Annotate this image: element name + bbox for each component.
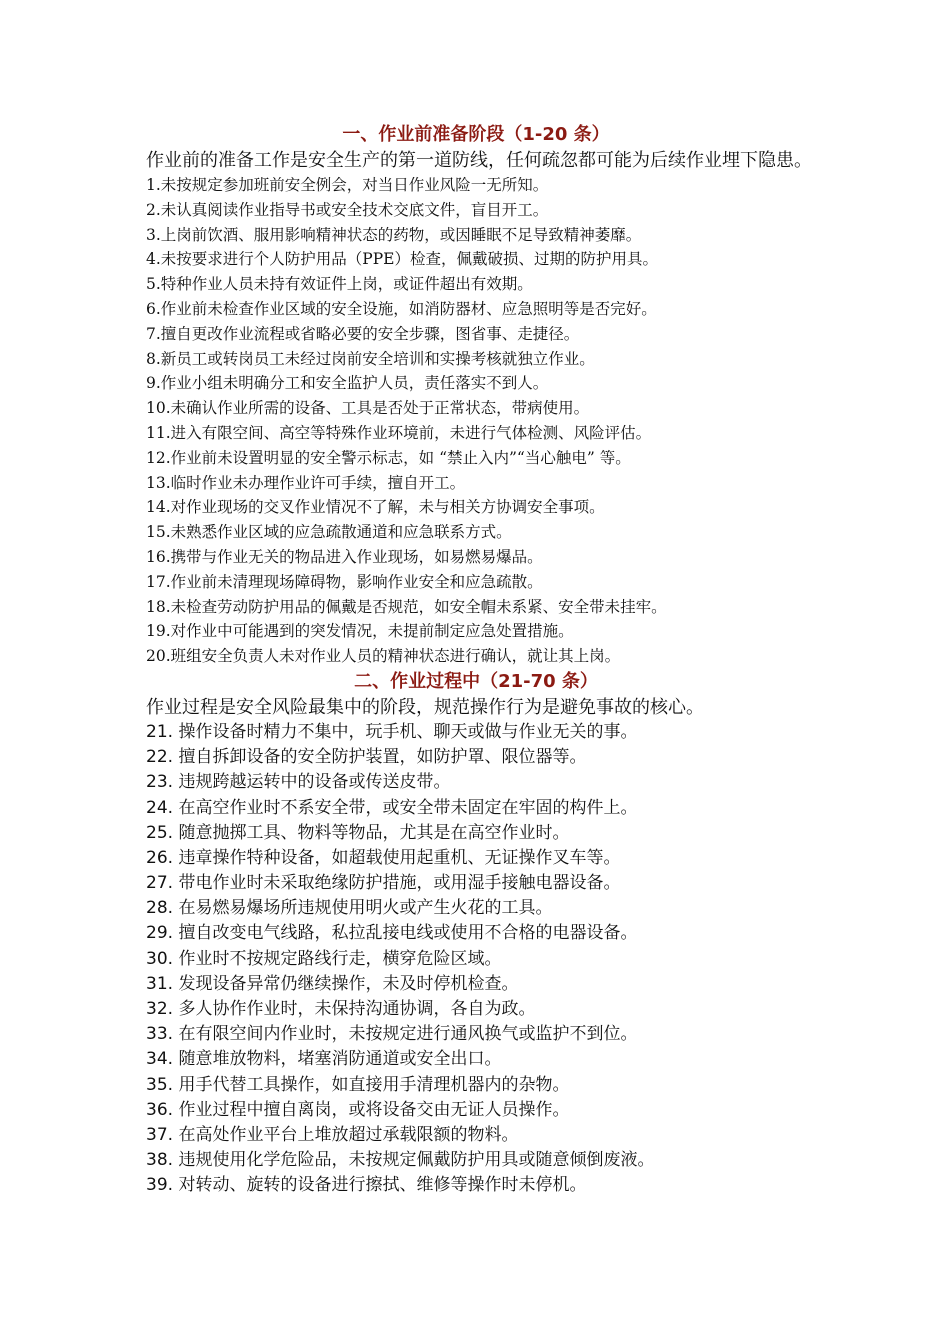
list-item: 8.新员工或转岗员工未经过岗前安全培训和实操考核就独立作业。 xyxy=(146,349,595,368)
list-item: 31. 发现设备异常仍继续操作，未及时停机检查。 xyxy=(146,973,519,994)
list-item: 13.临时作业未办理作业许可手续，擅自开工。 xyxy=(146,473,466,492)
list-item: 38. 违规使用化学危险品，未按规定佩戴防护用具或随意倾倒废液。 xyxy=(146,1150,655,1171)
section-1-heading: 一、作业前准备阶段（1-20 条） xyxy=(342,124,610,145)
list-item: 6.作业前未检查作业区域的安全设施，如消防器材、应急照明等是否完好。 xyxy=(146,299,657,318)
list-item: 10.未确认作业所需的设备、工具是否处于正常状态，带病使用。 xyxy=(146,399,590,418)
list-item: 27. 带电作业时未采取绝缘防护措施，或用湿手接触电器设备。 xyxy=(146,873,621,894)
list-item: 17.作业前未清理现场障碍物，影响作业安全和应急疏散。 xyxy=(146,572,543,591)
list-item: 12.作业前未设置明显的安全警示标志，如 “禁止入内”“当心触电” 等。 xyxy=(146,448,631,467)
list-item: 11.进入有限空间、高空等特殊作业环境前，未进行气体检测、风险评估。 xyxy=(146,423,652,442)
list-item: 26. 违章操作特种设备，如超载使用起重机、无证操作叉车等。 xyxy=(146,847,621,868)
section-1-intro: 作业前的准备工作是安全生产的第一道防线，任何疏忽都可能为后续作业埋下隐患。 xyxy=(146,150,812,171)
list-item: 9.作业小组未明确分工和安全监护人员，责任落实不到人。 xyxy=(146,374,549,393)
list-item: 15.未熟悉作业区域的应急疏散通道和应急联系方式。 xyxy=(146,523,512,542)
list-item: 3.上岗前饮酒、服用影响精神状态的药物，或因睡眠不足导致精神萎靡。 xyxy=(146,225,642,244)
list-item: 23. 违规跨越运转中的设备或传送皮带。 xyxy=(146,772,451,793)
list-item: 37. 在高处作业平台上堆放超过承载限额的物料。 xyxy=(146,1124,519,1145)
list-item: 22. 擅自拆卸设备的安全防护装置，如防护罩、限位器等。 xyxy=(146,747,587,768)
list-item: 14.对作业现场的交叉作业情况不了解，未与相关方协调安全事项。 xyxy=(146,498,605,517)
list-item: 1.未按规定参加班前安全例会，对当日作业风险一无所知。 xyxy=(146,176,549,194)
section-1-list xyxy=(146,173,950,669)
list-item: 29. 擅自改变电气线路，私拉乱接电线或使用不合格的电器设备。 xyxy=(146,923,638,944)
list-item: 2.未认真阅读作业指导书或安全技术交底文件，盲目开工。 xyxy=(146,200,549,219)
list-item: 30. 作业时不按规定路线行走，横穿危险区域。 xyxy=(146,948,502,969)
list-item: 32. 多人协作作业时，未保持沟通协调，各自为政。 xyxy=(146,999,536,1019)
list-item: 18.未检查劳动防护用品的佩戴是否规范，如安全帽未系紧、安全带未挂牢。 xyxy=(146,597,667,616)
list-item: 34. 随意堆放物料，堵塞消防通道或安全出口。 xyxy=(146,1049,502,1070)
list-item: 21. 操作设备时精力不集中，玩手机、聊天或做与作业无关的事。 xyxy=(146,721,638,742)
list-item: 20.班组安全负责人未对作业人员的精神状态进行确认，就让其上岗。 xyxy=(146,647,621,666)
list-item: 33. 在有限空间内作业时，未按规定进行通风换气或监护不到位。 xyxy=(146,1024,638,1045)
list-item: 25. 随意抛掷工具、物料等物品，尤其是在高空作业时。 xyxy=(146,822,570,843)
section-2-intro: 作业过程是安全风险最集中的阶段，规范操作行为是避免事故的核心。 xyxy=(146,696,704,718)
list-item: 39. 对转动、旋转的设备进行擦拭、维修等操作时未停机。 xyxy=(146,1175,587,1196)
list-item: 35. 用手代替工具操作，如直接用手清理机器内的杂物。 xyxy=(146,1074,570,1095)
section-2-heading: 二、作业过程中（21-70 条） xyxy=(354,670,598,692)
list-item: 5.特种作业人员未持有效证件上岗，或证件超出有效期。 xyxy=(146,275,533,294)
list-item: 7.擅自更改作业流程或省略必要的安全步骤，图省事、走捷径。 xyxy=(146,324,580,343)
list-item: 19.对作业中可能遇到的突发情况，未提前制定应急处置措施。 xyxy=(146,622,574,641)
list-item: 4.未按要求进行个人防护用品（PPE）检查，佩戴破损、过期的防护用具。 xyxy=(146,250,658,269)
list-item: 24. 在高空作业时不系安全带，或安全带未固定在牢固的构件上。 xyxy=(146,797,638,818)
list-item: 16.携带与作业无关的物品进入作业现场，如易燃易爆品。 xyxy=(146,547,543,566)
list-item: 36. 作业过程中擅自离岗，或将设备交由无证人员操作。 xyxy=(146,1099,570,1120)
list-item: 28. 在易燃易爆场所违规使用明火或产生火花的工具。 xyxy=(146,898,553,919)
section-2-list xyxy=(146,720,950,1199)
